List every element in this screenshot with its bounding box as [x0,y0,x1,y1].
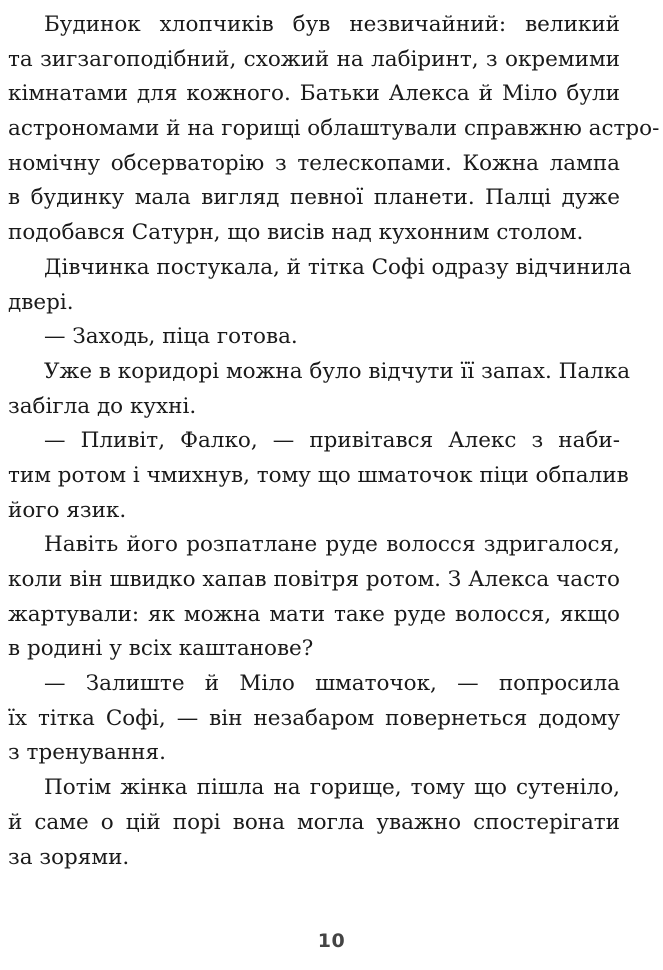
text-line: Потім жінка пішла на горище, тому що сутеніло, [44,775,620,801]
text-line: Будинок хлопчиків був незвичайний: великий [44,12,620,37]
text-line: в будинку мала вигляд певної планети. Палці дуже [8,185,620,211]
text-line: й саме о цій порі вона могла уважно спостерігати [8,809,620,835]
text-line: та зигзагоподібний, схожий на лабіринт, з окремими [8,46,620,72]
text-line: подобався Сатурн, що висів над кухонним столом. [8,220,584,246]
text-line: кімнатами для кожного. Батьки Алекса й Міло були [8,81,620,107]
text-line: його язик. [8,497,127,523]
text-line: Навіть його розпатлане руде волосся здригалося, [44,532,620,558]
text-line: жартували: як можна мати таке руде волосся, якщо [8,601,620,627]
text-line: тим ротом і чмихнув, тому що шматочок піци обпалив [8,462,629,488]
text-line: — Пливіт, Фалко, — привітався Алекс з наби- [44,428,620,454]
text-line: коли він швидко хапав повітря ротом. З Алекса часто [8,567,620,592]
text-line: — Заходь, піца готова. [44,324,298,350]
text-line: двері. [8,289,74,315]
text-line: Дівчинка постукала, й тітка Софі одразу відчинила [44,254,632,280]
body-text [8,8,660,875]
text-line: номічну обсерваторію з телескопами. Кожна лампа [8,150,620,176]
page-number: 10 [317,930,346,952]
text-line: за зорями. [8,844,130,870]
text-line: астрономами й на горищі облаштували справжню астро- [8,116,660,142]
text-line: в родині у всіх каштанове? [8,636,314,662]
text-line: з тренування. [8,740,166,766]
text-line: — Залиште й Міло шматочок, — попросила [44,671,620,697]
text-line: їх тітка Софі, — він незабаром повернеться додому [8,705,620,731]
text-line: забігла до кухні. [8,393,197,419]
text-line: Уже в коридорі можна було відчути її запах. Палка [44,358,631,384]
